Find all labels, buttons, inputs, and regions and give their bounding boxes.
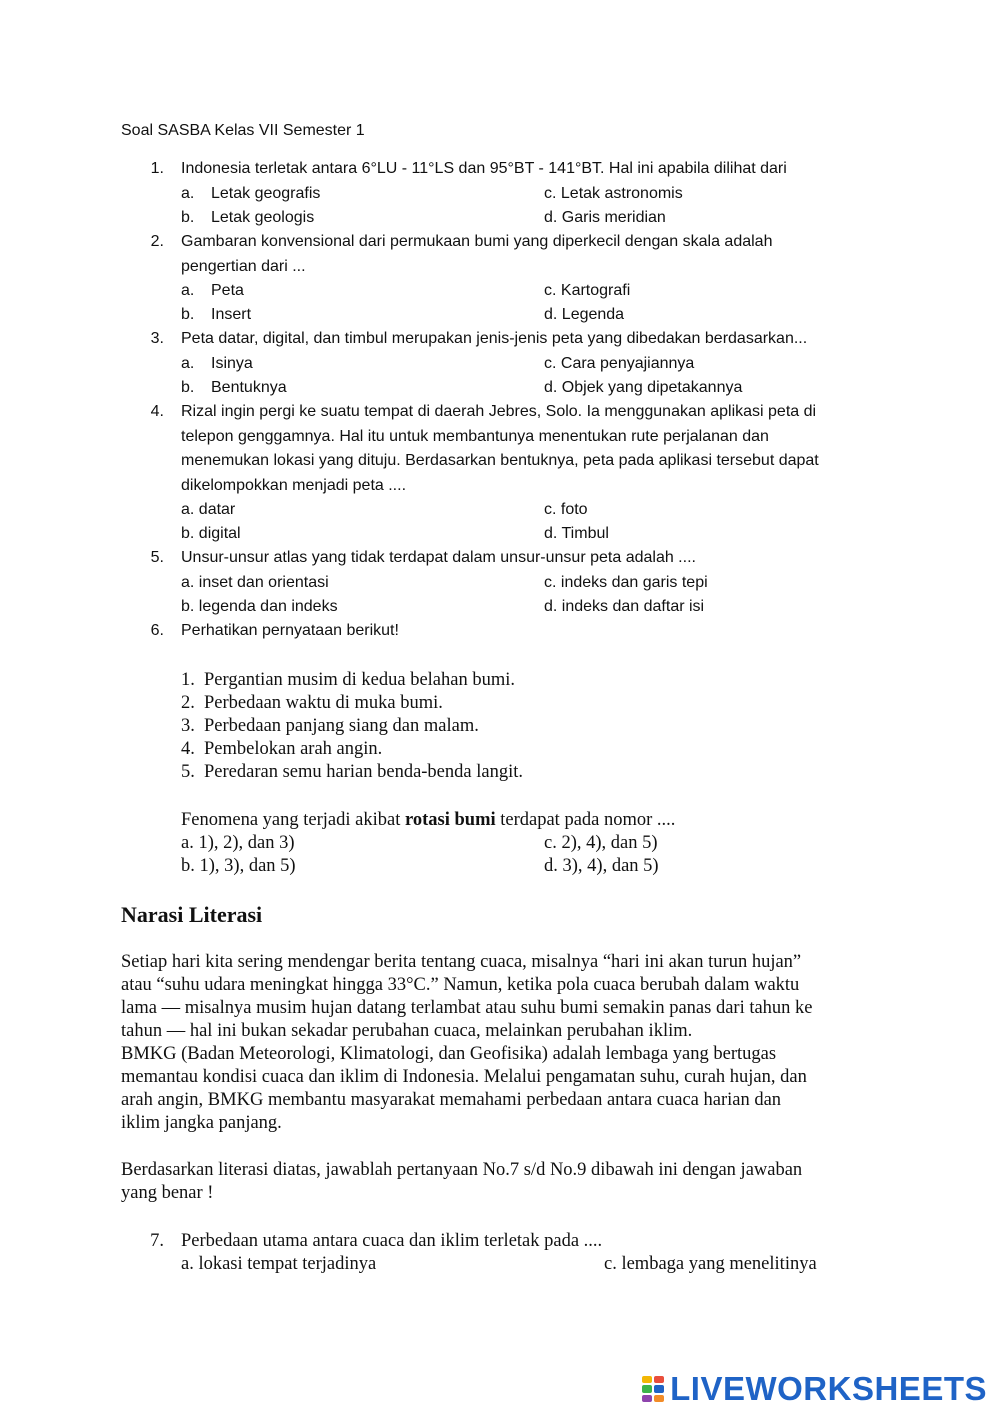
logo-text: LIVEWORKSHEETS [670, 1370, 987, 1407]
option-c: c. indeks dan garis tepi [544, 574, 708, 591]
question-text: Perhatikan pernyataan berikut! [181, 622, 399, 639]
option-b: b. legenda dan indeks [181, 598, 338, 615]
option-d: d. Timbul [544, 525, 609, 542]
option-b: Bentuknya [211, 379, 287, 396]
question-number: 5. [150, 549, 164, 566]
logo-block [642, 1385, 652, 1392]
question-text: Rizal ingin pergi ke suatu tempat di daerah Jebres, Solo. Ia menggunakan aplikasi peta di [181, 403, 817, 420]
logo-block [654, 1395, 664, 1402]
option-c: c. foto [544, 501, 588, 518]
question-text: Perbedaan utama antara cuaca dan iklim terletak pada .... [181, 1231, 603, 1251]
paragraph-line: iklim jangka panjang. [121, 1113, 282, 1133]
paragraph-line: arah angin, BMKG membantu masyarakat memahami perbedaan antara cuaca harian dan [121, 1090, 782, 1110]
statement-number: 5. [181, 762, 195, 782]
paragraph-line: tahun — hal ini bukan sekadar perubahan cuaca, melainkan perubahan iklim. [121, 1021, 693, 1041]
question-number: 4. [150, 403, 164, 420]
statement-number: 3. [181, 716, 195, 736]
statement-number: 2. [181, 693, 195, 713]
question-text: Fenomena yang terjadi akibat rotasi bumi terdapat pada nomor .... [181, 810, 676, 830]
option-letter-b: b. [181, 306, 195, 323]
question-number: 3. [150, 330, 164, 347]
option-letter-a: a. [181, 282, 195, 299]
statement-number: 4. [181, 739, 195, 759]
statement: Pembelokan arah angin. [204, 739, 383, 759]
option-a: a. lokasi tempat terjadinya [181, 1254, 377, 1274]
option-b: Insert [211, 306, 252, 323]
paragraph-line: Berdasarkan literasi diatas, jawablah pertanyaan No.7 s/d No.9 dibawah ini dengan jawaban [121, 1160, 803, 1180]
statement: Pergantian musim di kedua belahan bumi. [204, 670, 516, 690]
section-heading: Narasi Literasi [121, 902, 263, 927]
option-a: a. inset dan orientasi [181, 574, 329, 591]
logo-block [642, 1376, 652, 1383]
paragraph-line: BMKG (Badan Meteorologi, Klimatologi, dan Geofisika) adalah lembaga yang bertugas [121, 1044, 777, 1064]
option-d: d. indeks dan daftar isi [544, 598, 705, 615]
statement: Perbedaan waktu di muka bumi. [204, 693, 443, 713]
option-letter-b: b. [181, 379, 195, 396]
option-d: d. 3), 4), dan 5) [544, 856, 659, 876]
paragraph-line: yang benar ! [121, 1183, 214, 1203]
logo-block [654, 1385, 664, 1392]
question-number: 2. [150, 233, 164, 250]
question-text: Indonesia terletak antara 6°LU - 11°LS dan 95°BT - 141°BT. Hal ini apabila dilihat dari [181, 160, 787, 177]
statement: Peredaran semu harian benda-benda langit. [204, 762, 523, 782]
option-d: d. Objek yang dipetakannya [544, 379, 743, 396]
option-a: a. 1), 2), dan 3) [181, 833, 295, 853]
liveworksheets-logo[interactable] [642, 1372, 987, 1406]
question-text: telepon genggamnya. Hal itu untuk membantunya menentukan rute perjalanan dan [181, 428, 769, 445]
option-c: c. Cara penyajiannya [544, 355, 695, 372]
question-text: pengertian dari ... [181, 258, 306, 275]
option-b: b. 1), 3), dan 5) [181, 856, 296, 876]
option-d: d. Legenda [544, 306, 625, 323]
option-letter-a: a. [181, 185, 195, 202]
question-number: 7. [150, 1231, 164, 1251]
option-d: d. Garis meridian [544, 209, 666, 226]
statement-number: 1. [181, 670, 195, 690]
question-text: Peta datar, digital, dan timbul merupakan jenis-jenis peta yang dibedakan berdasarkan... [181, 330, 808, 347]
question-number: 6. [150, 622, 164, 639]
option-b: b. digital [181, 525, 241, 542]
question-text: Unsur-unsur atlas yang tidak terdapat dalam unsur-unsur peta adalah .... [181, 549, 696, 566]
option-a: Letak geografis [211, 185, 321, 202]
liveworksheets-logo-icon [642, 1376, 664, 1402]
question-text: menemukan lokasi yang dituju. Berdasarkan bentuknya, peta pada aplikasi tersebut dapat [181, 452, 819, 469]
option-c: c. 2), 4), dan 5) [544, 833, 658, 853]
logo-block [654, 1376, 664, 1383]
option-c: c. Kartografi [544, 282, 631, 299]
question-number: 1. [150, 160, 164, 177]
option-letter-a: a. [181, 355, 195, 372]
question-text: dikelompokkan menjadi peta .... [181, 477, 407, 494]
statement: Perbedaan panjang siang dan malam. [204, 716, 479, 736]
paragraph-line: memantau kondisi cuaca dan iklim di Indonesia. Melalui pengamatan suhu, curah hujan, dan [121, 1067, 807, 1087]
option-c: c. lembaga yang menelitinya [604, 1254, 817, 1274]
option-c: c. Letak astronomis [544, 185, 683, 202]
option-letter-b: b. [181, 209, 195, 226]
logo-block [642, 1395, 652, 1402]
option-a: Peta [211, 282, 244, 299]
paragraph-line: Setiap hari kita sering mendengar berita tentang cuaca, misalnya “hari ini akan turun hujan” [121, 952, 802, 972]
question-text: Gambaran konvensional dari permukaan bumi yang diperkecil dengan skala adalah [181, 233, 773, 250]
option-a: a. datar [181, 501, 236, 518]
option-a: Isinya [211, 355, 253, 372]
paragraph-line: lama — misalnya musim hujan datang terlambat atau suhu bumi semakin panas dari tahun ke [121, 998, 813, 1018]
option-b: Letak geologis [211, 209, 315, 226]
paragraph-line: atau “suhu udara meningkat hingga 33°C.” Namun, ketika pola cuaca berubah dalam waktu [121, 975, 800, 995]
page-title: Soal SASBA Kelas VII Semester 1 [121, 122, 365, 139]
